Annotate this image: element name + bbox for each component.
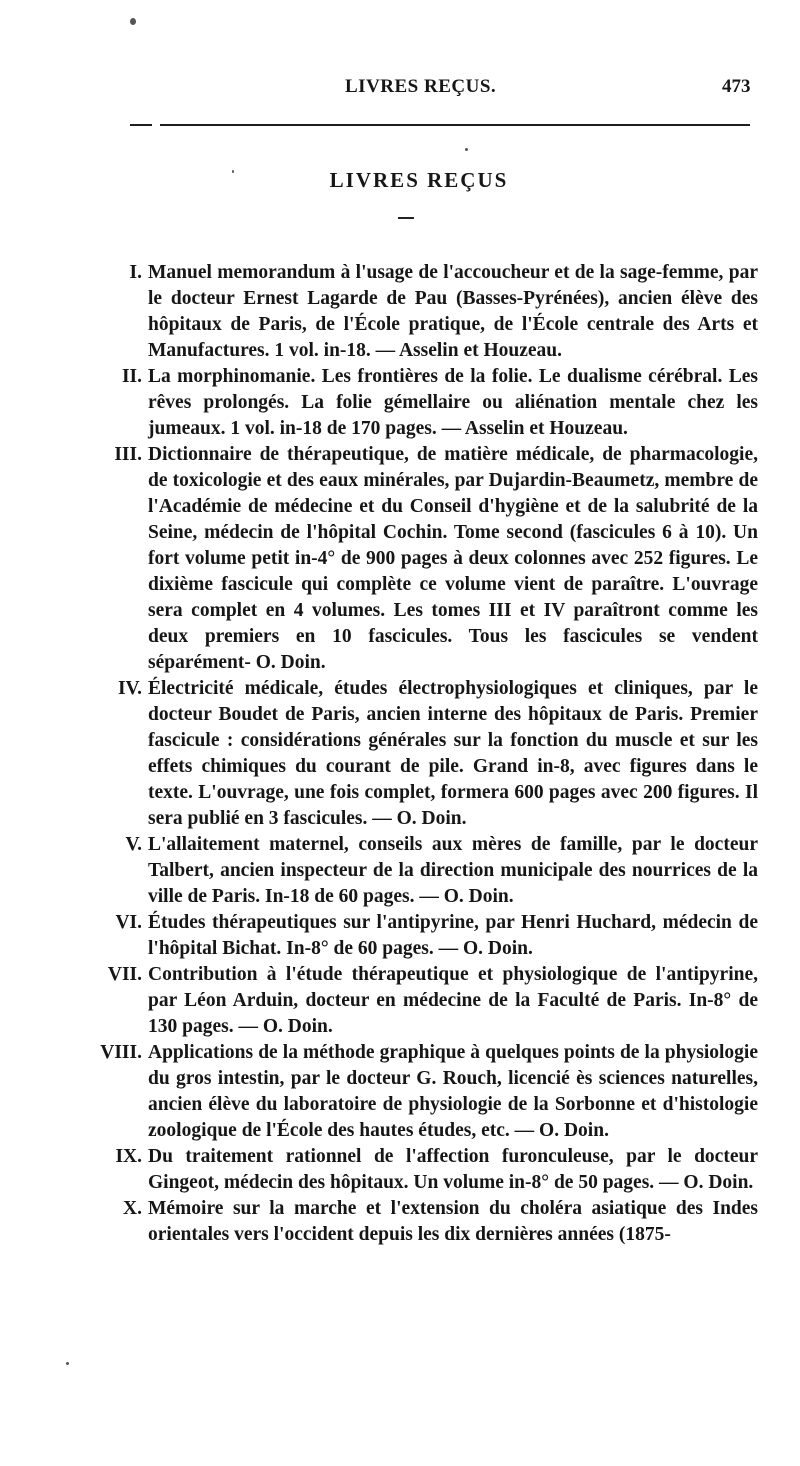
ink-speck xyxy=(232,170,234,173)
header-rule xyxy=(160,124,750,126)
entry-numeral: IX. xyxy=(115,1146,142,1167)
ink-speck xyxy=(66,1362,69,1365)
entry-text: Électricité médicale, études électrophysiologiques et cliniques, par le docteur Boudet de Paris, ancien interne des hôpitaux de Paris. Premier fascicule : considérations générales sur la fonction du muscle et sur les effets chimiques du courant de pile. Grand in-8, avec figures dans le texte. L'ouvrage, une fois complet, formera 600 pages avec 200 figures. Il sera publié en 3 fascicules. — O. Doin. xyxy=(148,678,758,829)
list-item xyxy=(0,1196,800,1248)
title-dash-ornament xyxy=(398,217,414,219)
entry-text: L'allaitement maternel, conseils aux mères de famille, par le docteur Talbert, ancien inspecteur de la direction municipale des nourrices de la ville de Paris. In-18 de 60 pages. — O. Doin. xyxy=(148,834,758,907)
list-item xyxy=(0,1144,800,1196)
running-head xyxy=(0,76,800,102)
entry-text: Mémoire sur la marche et l'extension du choléra asiatique des Indes orientales vers l'occident depuis les dix dernières années (1875- xyxy=(148,1198,758,1245)
list-item xyxy=(0,1040,800,1144)
entry-text: La morphinomanie. Les frontières de la folie. Le dualisme cérébral. Les rêves prolongés. La folie gémellaire ou aliénation mentale chez les jumeaux. 1 vol. in-18 de 170 pages. — Asselin et Houzeau. xyxy=(148,366,758,439)
entry-numeral: I. xyxy=(129,262,142,283)
list-item xyxy=(0,260,800,364)
list-item xyxy=(0,676,800,832)
list-item xyxy=(0,832,800,910)
list-item xyxy=(0,910,800,962)
received-books-list xyxy=(0,260,800,1248)
header-rule-fragment xyxy=(130,124,152,126)
entry-text: Applications de la méthode graphique à quelques points de la physiologie du gros intestin, par le docteur G. Rouch, licencié ès sciences naturelles, ancien élève du laboratoire de physiologie de la Sorbonne et d'histologie zoologique de l'École des hautes études, etc. — O. Doin. xyxy=(148,1042,758,1141)
entry-numeral: VII. xyxy=(107,964,142,985)
page-number: 473 xyxy=(722,76,751,97)
entry-text: Du traitement rationnel de l'affection furonculeuse, par le docteur Gingeot, médecin des hôpitaux. Un volume in-8° de 50 pages. — O. Doin. xyxy=(148,1146,758,1193)
entry-numeral: VIII. xyxy=(100,1042,142,1063)
ink-speck xyxy=(465,148,468,151)
list-item xyxy=(0,364,800,442)
entry-text: Dictionnaire de thérapeutique, de matière médicale, de pharmacologie, de toxicologie et des eaux minérales, par Dujardin-Beaumetz, membre de l'Académie de médecine et du Conseil d'hygiène et de la salubrité de la Seine, médecin de l'hôpital Cochin. Tome second (fascicules 6 à 10). Un fort volume petit in-4° de 900 pages à deux colonnes avec 252 figures. Le dixième fascicule qui complète ce volume vient de paraître. L'ouvrage sera complet en 4 volumes. Les tomes III et IV paraîtront comme les deux premiers en 10 fascicules. Tous les fascicules se vendent séparément- O. Doin. xyxy=(148,444,758,673)
ink-speck xyxy=(130,18,136,25)
entry-numeral: VI. xyxy=(115,912,142,933)
list-item xyxy=(0,962,800,1040)
entry-numeral: IV. xyxy=(117,678,142,699)
entry-text: Études thérapeutiques sur l'antipyrine, par Henri Huchard, médecin de l'hôpital Bichat. In-8° de 60 pages. — O. Doin. xyxy=(148,912,758,959)
entry-numeral: II. xyxy=(121,366,142,387)
entry-numeral: V. xyxy=(125,834,142,855)
running-title: LIVRES REÇUS. xyxy=(345,76,497,97)
entry-text: Contribution à l'étude thérapeutique et physiologique de l'antipyrine, par Léon Arduin, docteur en médecine de la Faculté de Paris. In-8° de 130 pages. — O. Doin. xyxy=(148,964,758,1037)
entry-numeral: III. xyxy=(114,444,142,465)
list-item xyxy=(0,442,800,676)
entry-numeral: X. xyxy=(123,1198,142,1219)
entry-text: Manuel memorandum à l'usage de l'accoucheur et de la sage-femme, par le docteur Ernest Lagarde de Pau (Basses-Pyrénées), ancien élève des hôpitaux de Paris, de l'École pratique, de l'École centrale des Arts et Manufactures. 1 vol. in-18. — Asselin et Houzeau. xyxy=(148,262,758,361)
section-title: LIVRES REÇUS xyxy=(329,168,509,192)
